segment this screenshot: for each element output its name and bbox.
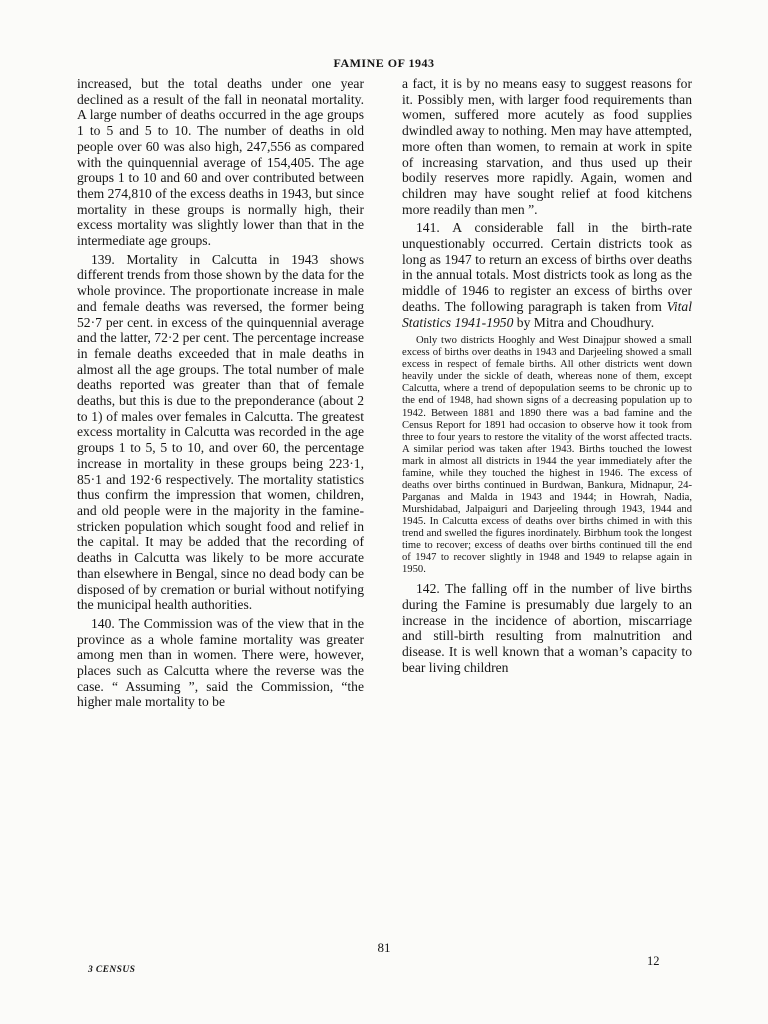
paragraph-139: 139. Mortality in Calcutta in 1943 shows different trends from those shown by the data for the whole province. The proportionate increase in male and female deaths was reversed, the former being 52·7 per cent. in excess of the quinquennial average and the latter, 72·2 per cent. The percentage increase in female deaths exceeded that in male deaths in almost all the age groups. The total number of male deaths reported was greater than that of female deaths, but this is due to the preponderance (about 2 to 1) of males over females in Calcutta. The greatest excess mortality in Calcutta was recorded in the age groups 1 to 5, 5 to 10, and over 60, the percentage increase in mortality in these groups being 223·1, 85·1 and 192·6 respectively. The mortality statistics thus confirm the impression that women, children, and old people were in the majority in the famine-stricken population which sought food and relief in the capital. It may be added that the recording of deaths in Calcutta was likely to be more accurate than elsewhere in Bengal, since no dead body can be disposed of by cremation or burial without notifying the municipal health authorities. (77, 251, 364, 613)
center-page-mark: 81 (377, 940, 391, 955)
paragraph-140: 140. The Commission was of the view that in the province as a whole famine mortality was greater among men than in women. There were, however, places such as Calcutta where the reverse was the case. “ Assuming ”, said the Commission, “the higher male mortality to be (77, 615, 364, 710)
paragraph-142: 142. The falling off in the number of live births during the Famine is presumably due largely to an increase in the incidence of abortion, miscarriage and still-birth resulting from malnutrition and disease. It is well known that a woman’s capacity to bear living children (402, 581, 692, 675)
right-column (402, 76, 692, 675)
paragraph-141 (402, 220, 692, 330)
citation-title: Vital Statistics 1941-1950 (402, 298, 692, 330)
block-quote: Only two districts Hooghly and West Dinajpur showed a small excess of births over deaths in 1943 and Darjeeling showed a small excess in respect of female births. All other districts went down heavily under the sickle of death, whereas none of them, except Calcutta, where a trend of depopulation seems to be chronic up to the end of 1948, had shown signs of a decreasing population up to 1942. Between 1881 and 1890 there was a bad famine and the Census Report for 1891 had occasion to observe how it took from three to four years to restore the vitality of the worst affected tracts. A similar period was taken after 1943. Births touched the lowest mark in almost all districts in 1944 the year immediately after the famine, while they touched the highest in 1946. The excess of deaths over births continued in Burdwan, Bankura, Midnapur, 24-Parganas and Malda in 1943 and 1944; in Howrah, Nadia, Murshidabad, Jalpaiguri and Darjeeling through 1943, 1944 and 1945. In Calcutta excess of deaths over births chimed in with this trend and swelled the figures inordinately. Birbhum took the longest time to recover; excess of deaths over births continued till the end of 1947 to recover slightly in 1948 and 1949 to relapse again in 1950. (402, 335, 692, 576)
paragraph-141-text: 141. A considerable fall in the birth-rate unquestionably occurred. Certain districts took as long as 1947 to return an excess of births over deaths in the annual totals. Most districts took as long as the middle of 1946 to register an excess of births over deaths. The following paragraph is taken from (402, 220, 692, 314)
paragraph-141-tail: by Mitra and Choudhury. (513, 314, 655, 330)
page-header-title: FAMINE OF 1943 (333, 56, 435, 70)
signature-mark: 3 CENSUS (88, 965, 136, 975)
paragraph-140-continued: a fact, it is by no means easy to suggest reasons for it. Possibly men, with larger food requirements than women, suffered more acutely as food supplies dwindled away to nothing. Men may have attempted, more often than women, to remain at work in spite of increasing starvation, and thus used up their bodily reserves more rapidly. Again, women and children may have sought relief at food kitchens more readily than men ”. (402, 76, 692, 217)
paragraph-continuation: increased, but the total deaths under one year declined as a result of the fall in neonatal mortality. A large number of deaths occurred in the age groups 1 to 5 and 5 to 10. The number of deaths in old people over 60 was also high, 247,556 as compared with the quinquennial average of 154,405. The age groups 1 to 10 and 60 and over contributed between them 274,810 of the excess deaths in 1943, but since mortality in these groups is normally high, their excess mortality was slightly lower than that in the intermediate age groups. (77, 76, 364, 249)
page-number: 12 (647, 954, 660, 968)
left-column (77, 76, 364, 710)
